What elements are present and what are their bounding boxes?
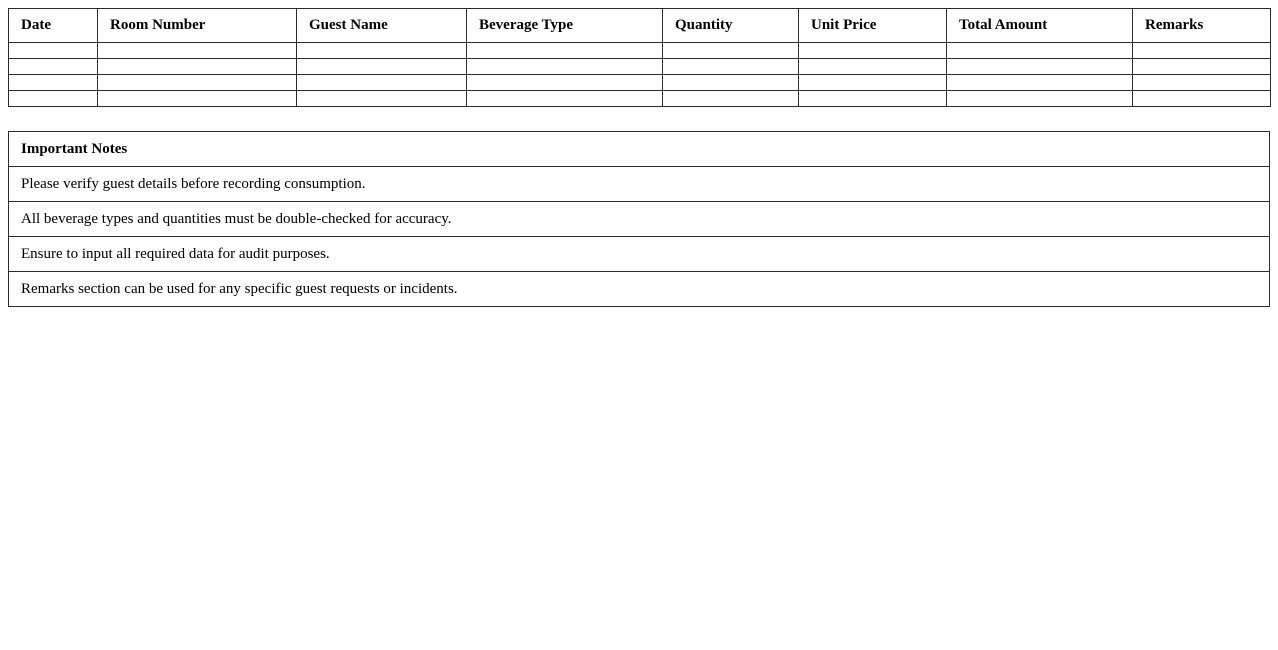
table-cell-date[interactable] bbox=[9, 59, 98, 75]
table-cell-unit-price[interactable] bbox=[799, 59, 947, 75]
notes-heading: Important Notes bbox=[9, 132, 1270, 167]
table-cell-guest-name[interactable] bbox=[297, 59, 467, 75]
column-header-room-number: Room Number bbox=[98, 9, 297, 43]
note-item: Please verify guest details before recording consumption. bbox=[9, 167, 1270, 202]
table-cell-date[interactable] bbox=[9, 91, 98, 107]
table-row bbox=[9, 75, 1271, 91]
table-cell-remarks[interactable] bbox=[1133, 91, 1271, 107]
notes-heading-row bbox=[9, 132, 1270, 167]
table-cell-quantity[interactable] bbox=[663, 43, 799, 59]
important-notes-table bbox=[8, 131, 1270, 307]
page bbox=[0, 0, 1278, 307]
table-cell-beverage-type[interactable] bbox=[467, 91, 663, 107]
table-cell-guest-name[interactable] bbox=[297, 75, 467, 91]
table-row bbox=[9, 43, 1271, 59]
table-cell-remarks[interactable] bbox=[1133, 43, 1271, 59]
table-cell-quantity[interactable] bbox=[663, 91, 799, 107]
table-cell-unit-price[interactable] bbox=[799, 75, 947, 91]
column-header-date: Date bbox=[9, 9, 98, 43]
table-cell-date[interactable] bbox=[9, 75, 98, 91]
table-cell-unit-price[interactable] bbox=[799, 43, 947, 59]
table-cell-guest-name[interactable] bbox=[297, 43, 467, 59]
table-row bbox=[9, 59, 1271, 75]
note-item: Remarks section can be used for any specific guest requests or incidents. bbox=[9, 272, 1270, 307]
table-cell-guest-name[interactable] bbox=[297, 91, 467, 107]
notes-row bbox=[9, 237, 1270, 272]
table-cell-room-number[interactable] bbox=[98, 75, 297, 91]
notes-row bbox=[9, 167, 1270, 202]
table-cell-room-number[interactable] bbox=[98, 91, 297, 107]
table-cell-beverage-type[interactable] bbox=[467, 75, 663, 91]
table-cell-total-amount[interactable] bbox=[947, 43, 1133, 59]
notes-row bbox=[9, 272, 1270, 307]
table-cell-room-number[interactable] bbox=[98, 43, 297, 59]
table-cell-remarks[interactable] bbox=[1133, 59, 1271, 75]
column-header-unit-price: Unit Price bbox=[799, 9, 947, 43]
column-header-guest-name: Guest Name bbox=[297, 9, 467, 43]
table-row bbox=[9, 91, 1271, 107]
table-cell-beverage-type[interactable] bbox=[467, 43, 663, 59]
table-cell-room-number[interactable] bbox=[98, 59, 297, 75]
table-cell-total-amount[interactable] bbox=[947, 75, 1133, 91]
column-header-quantity: Quantity bbox=[663, 9, 799, 43]
table-header-row bbox=[9, 9, 1271, 43]
table-cell-unit-price[interactable] bbox=[799, 91, 947, 107]
table-cell-date[interactable] bbox=[9, 43, 98, 59]
column-header-beverage-type: Beverage Type bbox=[467, 9, 663, 43]
column-header-total-amount: Total Amount bbox=[947, 9, 1133, 43]
note-item: Ensure to input all required data for audit purposes. bbox=[9, 237, 1270, 272]
table-cell-total-amount[interactable] bbox=[947, 91, 1133, 107]
table-cell-beverage-type[interactable] bbox=[467, 59, 663, 75]
table-cell-remarks[interactable] bbox=[1133, 75, 1271, 91]
table-cell-quantity[interactable] bbox=[663, 59, 799, 75]
beverage-consumption-table bbox=[8, 8, 1271, 107]
notes-row bbox=[9, 202, 1270, 237]
column-header-remarks: Remarks bbox=[1133, 9, 1271, 43]
table-cell-total-amount[interactable] bbox=[947, 59, 1133, 75]
table-cell-quantity[interactable] bbox=[663, 75, 799, 91]
note-item: All beverage types and quantities must be double-checked for accuracy. bbox=[9, 202, 1270, 237]
